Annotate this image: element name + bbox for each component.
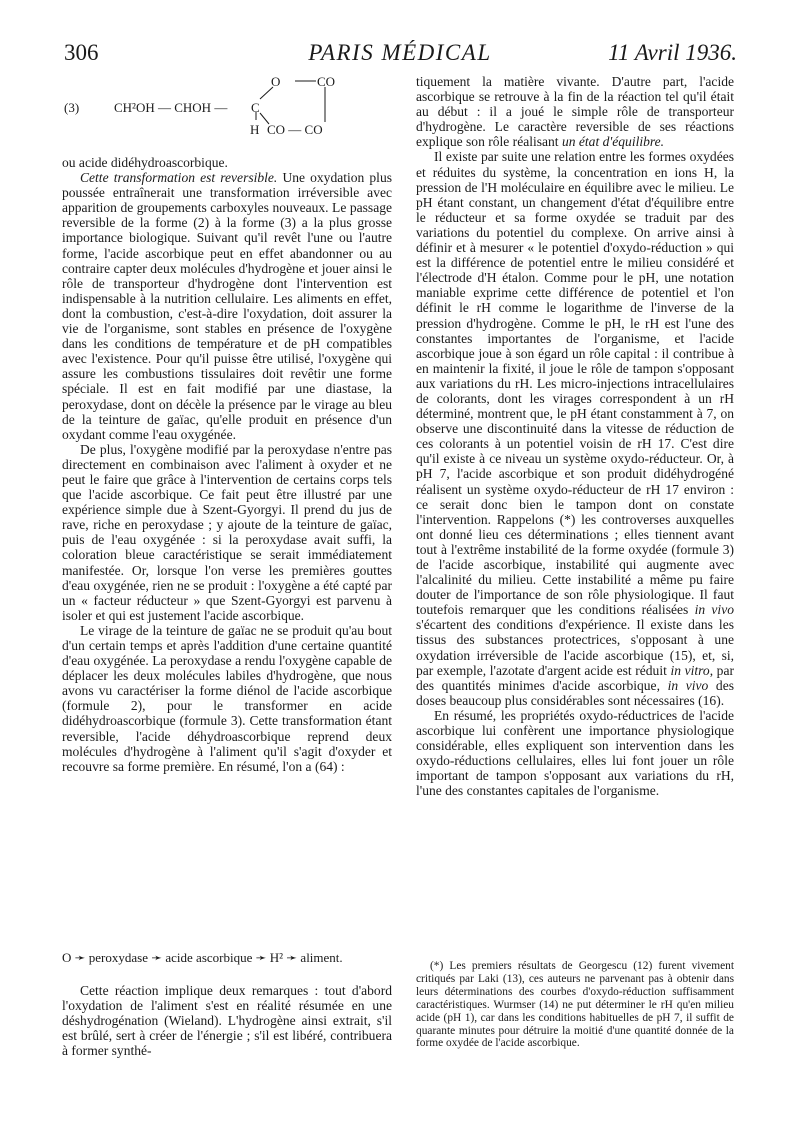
paragraph-text: des doses beaucoup plus considérables sont nécessaires (16). [416,677,734,708]
formula-co-bottom: CO — CO [267,122,323,137]
right-column [416,74,734,799]
formula-co-top: CO [317,74,336,89]
paragraph-text: Il existe par suite une relation entre les formes oxydées et réduites du système, la concentration en ions H, la pression de l'H moléculaire en équilibre avec le milieu. Le pH étant constant, un changement d'état d'équilibre entre le réducteur et sa forme oxydée se traduit par des variations du potentiel du complexe. On arrive ainsi à définir et à mesurer « le potentiel d'oxydo-réduction » qui est la différence de potentiel entre le milieu considéré et l'électrode d'H étalon. Comme pour le pH, une notation maniable exprime cette différence de potentiel et l'on définit le rH comme le logarithme de l'inverse de la pression d'hydrogène. Comme le pH, le rH est l'une des constantes importantes de l'organisme, et l'acide ascorbique joue à son égard un rôle capital : il contribue à en maintenir la fixité, il joue le rôle de tampon s'opposant aux variations du rH. Les micro-injections intracellulaires de colorants, dont les virages correspondent à un rH déterminé, montrent que, le pH étant constamment à 7, on observe une discontinuité dans la vitesse de réduction de ces colorants à un potentiel voisin de rH 17. C'est dire qu'il existe à ce niveau un système oxydo-réducteur. Or, à pH 7, l'acide ascorbique et son produit didéhydrogéné réalisent un système oxydo-réducteur de rH 17 environ : ce serait donc bien le tampon dont on constate l'intervention. Rappelons (*) les controverses auxquelles ont donné lieu ces déterminations ; elles tiennent avant tout à l'extrême instabilité de la forme oxydée (formule 3) de l'acide ascorbique, instabilité qui augmente avec l'alcalinité du milieu. Cette instabilité a même pu faire douter de l'importance de son rôle physiologique. Il faut toutefois remarquer que les conditions réalisées [416,149,734,618]
paragraph: ou acide didéhydroascorbique. [62,155,228,170]
footnote-text: (*) Les premiers résultats de Georgescu (12) furent vivement critiqués par Laki (13), ces auteurs ne parvenant pas à obtenir dans leurs déterminations des courbes d'oxydo-réduction suffisamment caractéristiques. Wurmser (14) ne put déterminer le rH qu'en milieu acide (pH 1), car dans les conditions habituelles de pH 7, il suffit de quarante minutes pour détruire la moitié d'une quantité donnée de la forme oxydée de l'acide ascorbique. [416,960,734,1050]
emphasis: Cette transformation est reversible. [80,170,278,186]
emphasis: in vivo [694,602,734,618]
paragraph [416,74,734,149]
paragraph [416,149,734,707]
paragraph-text: , par des quantités minimes d'acide ascorbique, [416,662,734,693]
formula-carbon: C [251,100,260,115]
formula-number: (3) [64,100,80,115]
chemical-formula-3 [64,70,364,145]
formula-hydrogen: H [250,122,260,137]
left-column-continued [62,983,392,1058]
paragraph-text: Une oxydation plus poussée entraînerait une transformation irréversible avec apparition de groupements carboxyles nouveaux. Le passage reversible de la forme (2) à la forme (3) a la plus grosse importance biologique. Suivant qu'il revêt l'une ou l'autre forme, l'acide ascorbique peut en effet abandonner ou au contraire capter deux molécules d'hydrogène et jouer ainsi le rôle de transporteur d'hydrogène dont l'intervention est indispensable à la nutrition cellulaire. Les aliments en effet, dont la combustion, c'est-à-dire l'oxydation, doit assurer la vie de l'organisme, sont stables en présence de l'oxygène dans les conditions de température et de pH compatibles avec l'existence. Pour qu'il puisse être utilisé, l'oxygène qui assure les combustions tissulaires doit revêtir une forme spéciale. Il est en fait modifié par une diastase, la peroxydase, dont on décèle la présence par le virage au bleu de la teinture de gaïac, qu'elle produit en présence d'un oxydant comme l'eau oxygénée. [62,170,392,442]
emphasis: un état d'équilibre. [561,134,665,150]
paragraph: De plus, l'oxygène modifié par la peroxydase n'entre pas directement en combinaison avec l'aliment à oxyder et ne peut le faire que grâce à l'intervention de certains corps tels que l'acide ascorbique. Ce fait peut être illustré par une expérience simple due à Szent-Gyorgyi. Il prend du jus de rave, riche en peroxydase ; y ajoute de la teinture de gaïac, puis de l'eau oxygénée : si la peroxydase avait suffi, la coloration bleue caractéristique se serait immédiatement manifestée. Or, lorsque l'on verse les premières gouttes d'eau oxygénée, rien ne se produit : l'oxygène a été capté par un « facteur réducteur » que Szent-Gyorgyi est parvenu à isoler et qui est justement l'acide ascorbique. [62,441,392,623]
left-column [62,155,392,774]
paragraph: Cette réaction implique deux remarques : tout d'abord l'oxydation de l'aliment s'est en réalité résumée en une déshydrogénation (Wieland). L'hydrogène ainsi extrait, s'il est brûlé, sert à créer de l'énergie ; s'il est libéré, contribuera à former synthé- [62,983,392,1059]
reaction-equation: O ➛ peroxydase ➛ acide ascorbique ➛ H² ➛ aliment. [62,950,343,965]
emphasis: in vivo [667,677,709,693]
footnote [416,960,734,1050]
journal-title: PARIS MÉDICAL [308,40,492,65]
paragraph [62,170,392,442]
formula-chain: CH²OH — CHOH — [114,100,228,115]
paragraph-text: s'écartent des conditions d'expérience. Il existe dans les tissus des substances protectrices, s'opposant à une oxydation irréversible de l'acide ascorbique (15), et, si, par exemple, l'azotate d'argent acide est réduit [416,617,734,678]
paragraph: En résumé, les propriétés oxydo-réductrices de l'acide ascorbique lui confèrent une importance physiologique considérable, elles expliquent son intervention dans les oxydo-réductions cellulaires, elles lui font jouer un rôle important de tampon s'opposant aux variations du rH, l'une des constantes capitales de l'organisme. [416,707,734,799]
emphasis: in vitro [670,662,710,678]
paragraph: Le virage de la teinture de gaïac ne se produit qu'au bout d'un certain temps et après l'addition d'une certaine quantité d'eau oxygénée. La peroxydase a rendu l'oxygène capable de déplacer les deux molécules labiles d'hydrogène, que nous avons vu caractériser la forme diénol de l'acide ascorbique (formule 2), pour le transformer en acide didéhydroascorbique (formule 3). Cette transformation étant reversible, l'acide déhydroascorbique reprend deux molécules d'hydrogène à l'aliment qu'il s'agit d'oxyder et recouvre sa forme première. En résumé, l'on a (64) : [62,622,392,774]
page-header [0,0,800,70]
issue-date: 11 Avril 1936. [608,40,737,65]
formula-oxygen: O [271,74,281,89]
page-number: 306 [64,40,99,65]
paragraph-text: tiquement la matière vivante. D'autre part, l'acide ascorbique se retrouve à la fin de la réaction tel qu'il était au début : il a joué le simple rôle de transporteur d'hydrogène. Le caractère reversible de ses réactions explique son rôle réalisant [416,74,734,150]
